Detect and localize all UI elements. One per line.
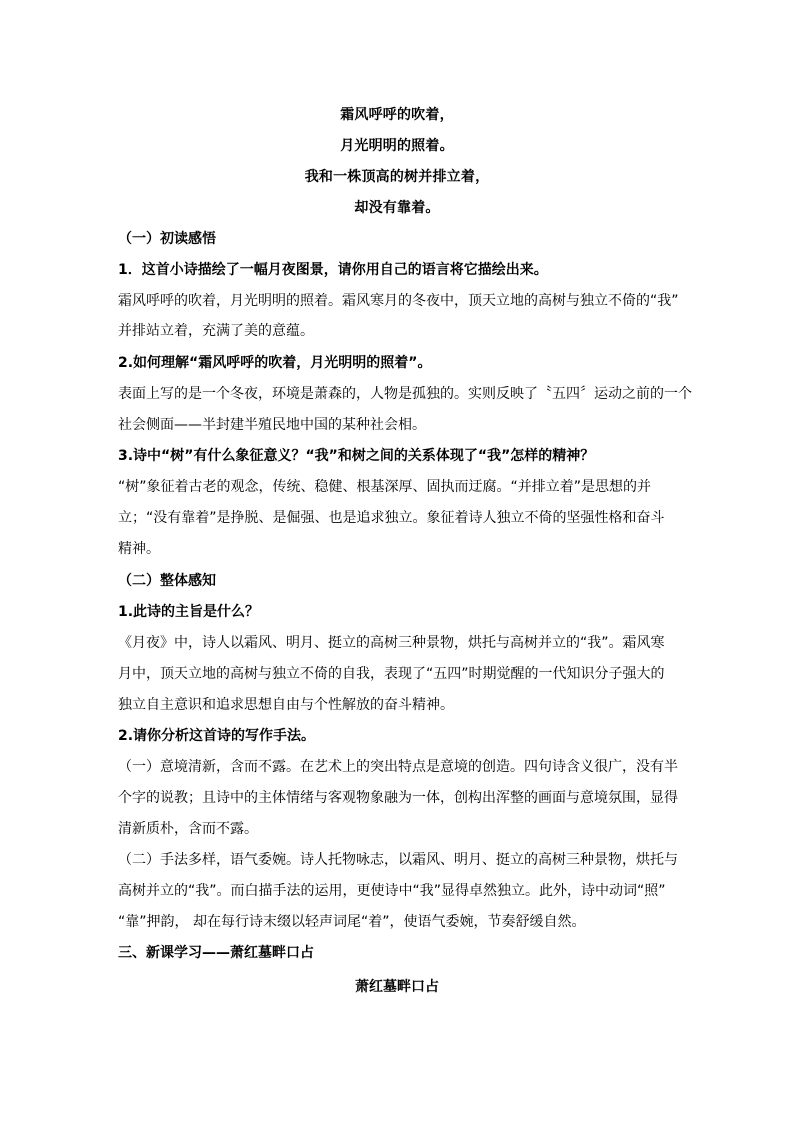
question-2-1: 1.此诗的主旨是什么？: [118, 604, 260, 620]
answer-1-2-line-2: 社会侧面——半封建半殖民地中国的某种社会相。: [118, 417, 426, 433]
poem-line-3: 我和一株顶高的树并排立着，: [304, 169, 490, 185]
poem-line-1: 霜风呼呼的吹着，: [340, 107, 454, 123]
answer-2-2a-line-3: 清新质朴，含而不露。: [118, 821, 258, 837]
answer-1-1-line-2: 并排站立着，充满了美的意蕴。: [118, 323, 314, 339]
answer-2-2a-line-1: （一）意境清新，含而不露。在艺术上的突出特点是意境的创造。四句诗含义很广，没有半: [118, 759, 678, 775]
section-heading-3: 三、新课学习——萧红墓畔口占: [118, 945, 314, 961]
answer-2-1-line-1: 《月夜》中，诗人以霜风、明月、挺立的高树三种景物，烘托与高树并立的“我”。霜风寒: [118, 635, 665, 651]
answer-1-2-line-1: 表面上写的是一个冬夜，环境是萧森的，人物是孤独的。实则反映了〝五四〞运动之前的一个: [118, 386, 692, 402]
poem-line-4: 却没有靠着。: [354, 200, 440, 216]
answer-2-1-line-2: 月中，顶天立地的高树与独立不倚的自我，表现了“五四”时期觉醒的一代知识分子强大的: [118, 666, 665, 682]
question-1-3: 3.诗中“树”有什么象征意义？“我”和树之间的关系体现了“我”怎样的精神？: [118, 448, 595, 464]
question-2-2: 2.请你分析这首诗的写作手法。: [118, 728, 316, 744]
answer-1-3-line-2: 立；“没有靠着”是挣脱、是倔强、也是追求独立。象征着诗人独立不倚的坚强性格和奋斗: [118, 510, 665, 526]
answer-2-2b-line-1: （二）手法多样，语气委婉。诗人托物咏志，以霜风、明月、挺立的高树三种景物，烘托与: [118, 852, 678, 868]
answer-1-3-line-1: “树”象征着古老的观念，传统、稳健、根基深厚、固执而迂腐。“并排立着”是思想的并: [118, 479, 652, 495]
section-heading-1: （一）初读感悟: [118, 231, 216, 247]
answer-2-1-line-3: 独立自主意识和追求思想自由与个性解放的奋斗精神。: [118, 697, 454, 713]
answer-2-2b-line-2: 高树并立的“我”。而白描手法的运用，更使诗中“我”显得卓然独立。此外，诗中动词“照”: [118, 883, 666, 899]
section-heading-2: （二）整体感知: [118, 573, 216, 589]
lesson-title: 萧红墓畔口占: [355, 979, 439, 995]
question-1-1: 1．这首小诗描绘了一幅月夜图景，请你用自己的语言将它描绘出来。: [118, 262, 548, 278]
answer-1-3-line-3: 精神。: [118, 541, 160, 557]
poem-line-2: 月光明明的照着。: [340, 138, 454, 154]
answer-2-2a-line-2: 个字的说教；且诗中的主体情绪与客观物象融为一体，创构出浑整的画面与意境氛围，显得: [118, 790, 678, 806]
question-1-2: 2.如何理解“霜风呼呼的吹着，月光明明的照着”。: [118, 355, 432, 371]
answer-2-2b-line-3: “靠”押韵， 却在每行诗末缀以轻声词尾“着”，使语气委婉，节奏舒缓自然。: [118, 914, 586, 930]
answer-1-1-line-1: 霜风呼呼的吹着，月光明明的照着。霜风寒月的冬夜中，顶天立地的高树与独立不倚的“我”: [118, 293, 679, 309]
